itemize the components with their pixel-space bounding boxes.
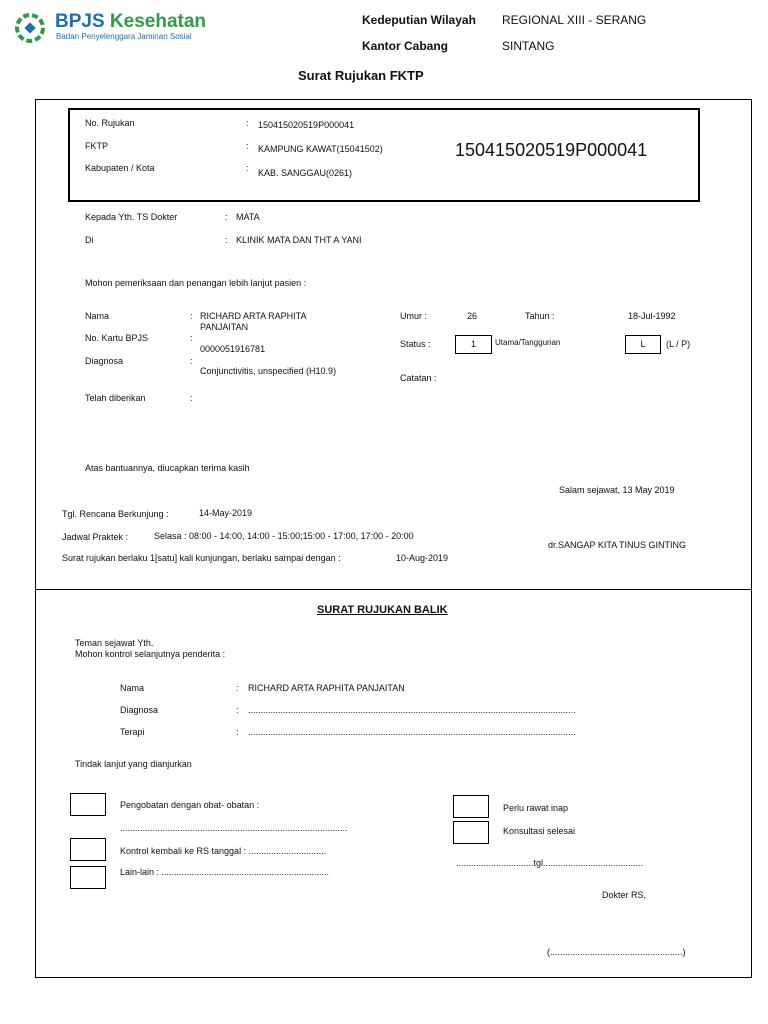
kepada-value: MATA xyxy=(236,212,260,222)
terapi-dots: ................................................................................................................................... xyxy=(248,727,576,737)
colon: : xyxy=(190,333,193,343)
colon: : xyxy=(246,118,249,128)
colon: : xyxy=(246,141,249,151)
nama-value: RICHARD ARTA RAPHITA xyxy=(200,311,307,321)
deputi-label: Kedeputian Wilayah xyxy=(362,13,476,27)
diagnosa-value: Conjunctivitis, unspecified (H10.9) xyxy=(200,366,337,376)
mohon-text: Mohon kontrol selanjutnya penderita : xyxy=(75,649,226,659)
colon: : xyxy=(190,393,193,403)
salam-text: Salam sejawat, 13 May 2019 xyxy=(559,485,675,495)
balik-nama-value: RICHARD ARTA RAPHITA PANJAITAN xyxy=(248,683,405,693)
nama-label: Nama xyxy=(85,311,110,321)
kartu-label: No. Kartu BPJS xyxy=(85,333,149,343)
diagnosa-dots: ................................................................................................................................... xyxy=(248,705,576,715)
pengobatan-checkbox[interactable] xyxy=(70,793,106,816)
fktp-value: KAMPUNG KAWAT(15041502) xyxy=(258,144,383,154)
balik-diagnosa-label: Diagnosa xyxy=(120,705,159,715)
colon: : xyxy=(190,311,193,321)
thanks-text: Atas bantuannya, diucapkan terima kasih xyxy=(85,463,250,473)
colon: : xyxy=(236,705,239,715)
pengobatan-dots: ........................................................................................... xyxy=(120,823,348,833)
kontrol-checkbox[interactable] xyxy=(70,838,106,861)
section-divider xyxy=(35,589,751,590)
jadwal-value: Selasa : 08:00 - 14:00, 14:00 - 15:00;15:00 - 17:00, 17:00 - 20:00 xyxy=(154,531,414,541)
sex-desc: (L / P) xyxy=(666,339,691,349)
fktp-label: FKTP xyxy=(85,141,109,151)
kepada-label: Kepada Yth. TS Dokter xyxy=(85,212,178,222)
sex-box: L xyxy=(625,335,661,354)
kontrol-label: Kontrol kembali ke RS tanggal : ............................... xyxy=(120,846,327,856)
berlaku-value: 10-Aug-2019 xyxy=(396,553,449,563)
rawat-inap-checkbox[interactable] xyxy=(453,795,489,818)
tahun-label: Tahun : xyxy=(525,311,555,321)
berlaku-label: Surat rujukan berlaku 1[satu] kali kunjungan, berlaku sampai dengan : xyxy=(62,553,341,563)
telah-label: Telah diberikan xyxy=(85,393,146,403)
konsultasi-checkbox[interactable] xyxy=(453,821,489,844)
lain-checkbox[interactable] xyxy=(70,866,106,889)
colon: : xyxy=(225,212,228,222)
colon: : xyxy=(236,683,239,693)
balik-terapi-label: Terapi xyxy=(120,727,145,737)
request-text: Mohon pemeriksaan dan penangan lebih lanjut pasien : xyxy=(85,278,307,288)
kantor-value: SINTANG xyxy=(502,39,555,53)
dokter-rs-label: Dokter RS, xyxy=(602,890,647,900)
umur-label: Umur : xyxy=(400,311,427,321)
no-rujukan-label: No. Rujukan xyxy=(85,118,135,128)
logo-main: BPJS Kesehatan xyxy=(55,11,207,32)
status-desc: Utama/Tanggunan xyxy=(495,338,561,347)
big-reference-number: 150415020519P000041 xyxy=(455,140,648,160)
status-label: Status : xyxy=(400,339,431,349)
colon: : xyxy=(246,163,249,173)
konsultasi-label: Konsultasi selesai xyxy=(503,826,576,836)
catatan-label: Catatan : xyxy=(400,373,437,383)
lain-label: Lain-lain : ................................................................... xyxy=(120,867,330,877)
kantor-label: Kantor Cabang xyxy=(362,39,449,53)
nama-value-2: PANJAITAN xyxy=(200,322,249,332)
balik-title: SURAT RUJUKAN BALIK xyxy=(317,604,448,616)
pengobatan-label: Pengobatan dengan obat- obatan : xyxy=(120,800,260,810)
tgl-line: ...............................tgl........................................ xyxy=(456,858,644,868)
rencana-value: 14-May-2019 xyxy=(199,508,253,518)
rencana-label: Tgl. Rencana Berkunjung : xyxy=(62,509,169,519)
tindak-text: Tindak lanjut yang dianjurkan xyxy=(75,759,192,769)
no-rujukan-value: 150415020519P000041 xyxy=(258,120,355,130)
bpjs-logo-icon xyxy=(14,12,46,44)
colon: : xyxy=(190,356,193,366)
page-title: Surat Rujukan FKTP xyxy=(298,68,424,83)
di-label: Di xyxy=(85,235,94,245)
kab-value: KAB. SANGGAU(0261) xyxy=(258,168,353,178)
balik-nama-label: Nama xyxy=(120,683,145,693)
teman-text: Teman sejawat Yth. xyxy=(75,638,154,648)
di-value: KLINIK MATA DAN THT A YANI xyxy=(236,235,362,245)
status-box: 1 xyxy=(455,335,492,354)
logo-tagline: Badan Penyelenggara Jaminan Sosial xyxy=(56,32,192,41)
deputi-value: REGIONAL XIII - SERANG xyxy=(502,13,647,27)
umur-value: 26 xyxy=(467,311,478,321)
doctor-name: dr.SANGAP KITA TINUS GINTING xyxy=(548,540,687,550)
signature-line: (.....................................................) xyxy=(547,947,686,957)
diagnosa-label: Diagnosa xyxy=(85,356,124,366)
colon: : xyxy=(236,727,239,737)
colon: : xyxy=(225,235,228,245)
rawat-inap-label: Perlu rawat inap xyxy=(503,803,569,813)
tahun-value: 18-Jul-1992 xyxy=(628,311,676,321)
kartu-value: 0000051916781 xyxy=(200,344,266,354)
jadwal-label: Jadwal Praktek : xyxy=(62,532,129,542)
kab-label: Kabupaten / Kota xyxy=(85,163,155,173)
